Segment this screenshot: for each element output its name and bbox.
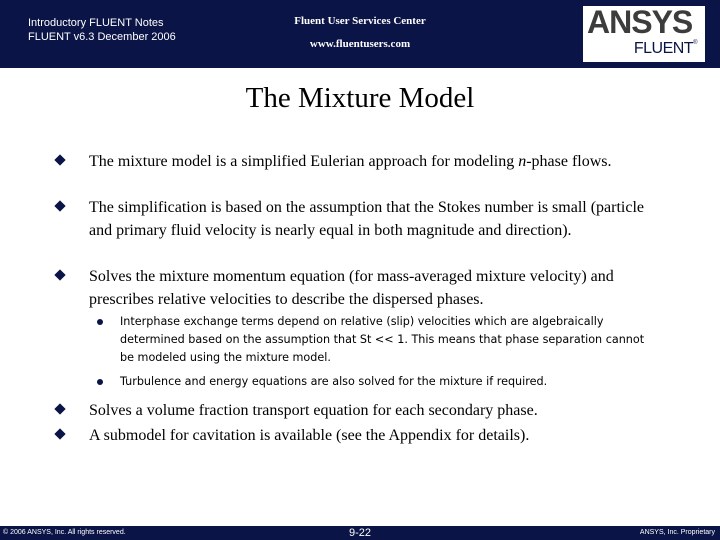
course-name: Introductory FLUENT Notes: [28, 17, 164, 29]
bullet-item: [89, 150, 669, 173]
logo-product-wrap: [634, 40, 697, 58]
sub-bullet-dot-icon: [97, 379, 103, 385]
slide-title: The Mixture Model: [245, 82, 475, 114]
logo-trademark: ®: [693, 40, 697, 46]
bullet-text-after: -phase flows.: [526, 153, 612, 170]
sub-bullet-dot-icon: [97, 319, 103, 325]
course-version: FLUENT v6.3 December 2006: [28, 31, 176, 43]
logo-brand: ANSYS: [587, 4, 693, 40]
ansys-fluent-logo: [583, 6, 705, 62]
sub-bullet-item: Turbulence and energy equations are also solved for the mixture if required.: [120, 375, 548, 388]
footer-bar: [0, 526, 720, 540]
bullet-item: A submodel for cavitation is available (see the Appendix for details).: [89, 427, 530, 444]
course-info: [28, 16, 176, 44]
services-url: www.fluentusers.com: [309, 38, 411, 50]
logo-product: FLUENT: [633, 40, 694, 57]
bullet-diamond-icon: [54, 154, 65, 165]
bullet-text-emphasis: n: [518, 153, 527, 170]
header-bar: [0, 0, 720, 68]
bullet-item: The simplification is based on the assumption that the Stokes number is small (particle and primary fluid velocity is nearly equal in both magnitude and direction).: [89, 199, 645, 239]
bullet-diamond-icon: [54, 403, 65, 414]
bullet-item: Solves the mixture momentum equation (for mass-averaged mixture velocity) and prescribes relative velocities to describe the dispersed phases.: [89, 268, 614, 308]
sub-bullet-item: Interphase exchange terms depend on relative (slip) velocities which are algebraically determined based on the assumption that St << 1. This means that phase separation cannot be modeled using the mixture model.: [120, 315, 645, 364]
bullet-diamond-icon: [54, 269, 65, 280]
bullet-diamond-icon: [54, 428, 65, 439]
bullet-item: Solves a volume fraction transport equation for each secondary phase.: [89, 402, 538, 419]
bullet-text-before: The mixture model is a simplified Eulerian approach for modeling: [89, 153, 519, 170]
bullet-diamond-icon: [54, 200, 65, 211]
copyright-text: © 2006 ANSYS, Inc. All rights reserved.: [3, 529, 126, 536]
page-number: 9-22: [348, 527, 372, 539]
proprietary-text: ANSYS, Inc. Proprietary: [639, 529, 715, 536]
services-title: Fluent User Services Center: [294, 15, 426, 27]
